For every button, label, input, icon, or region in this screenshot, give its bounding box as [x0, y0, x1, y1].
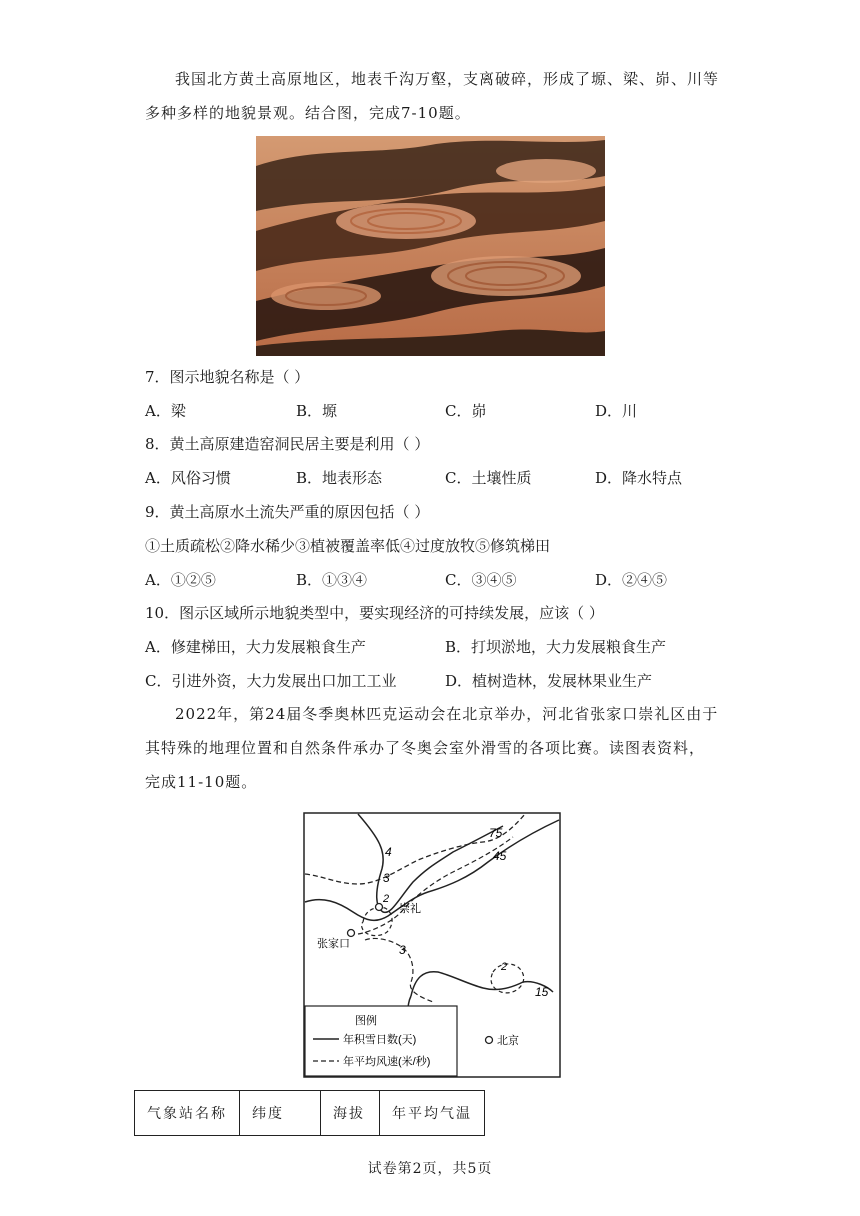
- q9-option-a: A．①②⑤: [145, 571, 216, 589]
- table-header-cell: 纬度: [240, 1091, 321, 1136]
- map-contour-2b: 2: [501, 961, 508, 973]
- q10-option-c: C．引进外资，大力发展出口加工工业: [145, 672, 397, 690]
- map-contour-75: 75: [489, 826, 503, 840]
- q10-stem: 10．图示区域所示地貌类型中，要实现经济的可持续发展，应该（ ）: [145, 604, 604, 622]
- q7-option-d: D．川: [595, 402, 638, 420]
- legend-title: 图例: [355, 1015, 377, 1027]
- table-header-cell: 海拔: [321, 1091, 380, 1136]
- map-contour-15: 15: [535, 985, 549, 999]
- q9-option-b: B．①③④: [296, 571, 368, 589]
- q7-option-b: B．塬: [296, 402, 338, 420]
- table-header-cell: 年平均气温: [380, 1091, 485, 1136]
- q7-option-a: A．梁: [145, 402, 186, 420]
- q10-option-d: D．植树造林，发展林果业生产: [445, 672, 653, 690]
- q8-option-d: D．降水特点: [595, 469, 683, 487]
- q7-stem: 7．图示地貌名称是（ ）: [145, 368, 310, 386]
- legend-snow-days: 年积雪日数(天): [343, 1034, 417, 1046]
- weather-station-table: [134, 1090, 485, 1136]
- q9-items: ①土质疏松②降水稀少③植被覆盖率低④过度放牧⑤修筑梯田: [145, 537, 551, 555]
- q8-option-b: B．地表形态: [296, 469, 383, 487]
- map-contour-45: 45: [493, 849, 507, 863]
- q8-option-c: C．土壤性质: [445, 469, 532, 487]
- q10-option-a: A．修建梯田，大力发展粮食生产: [145, 638, 366, 656]
- q9-option-d: D．②④⑤: [595, 571, 668, 589]
- q9-option-c: C．③④⑤: [445, 571, 517, 589]
- legend-wind-speed: 年平均风速(米/秒): [343, 1056, 431, 1068]
- intro-paragraph-1: 我国北方黄土高原地区，地表千沟万壑，支离破碎，形成了塬、梁、峁、川等多种多样的地貌景观。结合图，完成7-10题。: [145, 70, 720, 122]
- q8-stem: 8．黄土高原建造窑洞民居主要是利用（ ）: [145, 435, 430, 453]
- q8-option-a: A．风俗习惯: [145, 469, 231, 487]
- map-contour-3b: 3: [399, 943, 406, 957]
- loess-plateau-photo: [256, 136, 605, 356]
- table-header-cell: 气象站名称: [135, 1091, 240, 1136]
- q7-option-c: C．峁: [445, 402, 487, 420]
- snow-wind-map: [303, 812, 561, 1078]
- map-label-zhangjiakou: 张家口: [317, 938, 350, 950]
- table-header-row: [135, 1091, 485, 1136]
- map-contour-4: 4: [385, 845, 392, 859]
- legend-beijing: 北京: [497, 1035, 519, 1047]
- intro-paragraph-2: 2022年，第24届冬季奥林匹克运动会在北京举办，河北省张家口崇礼区由于其特殊的地理位置和自然条件承办了冬奥会室外滑雪的各项比赛。读图表资料，完成11-10题。: [145, 705, 719, 791]
- page-footer: 试卷第2页，共5页: [367, 1161, 493, 1177]
- map-contour-2a: 2: [383, 893, 390, 905]
- q10-option-b: B．打坝淤地，大力发展粮食生产: [445, 638, 667, 656]
- loess-photo-illustration: [256, 136, 605, 356]
- map-label-chongli: 崇礼: [399, 903, 421, 915]
- q9-stem: 9．黄土高原水土流失严重的原因包括（ ）: [145, 503, 430, 521]
- map-contour-3a: 3: [383, 871, 390, 885]
